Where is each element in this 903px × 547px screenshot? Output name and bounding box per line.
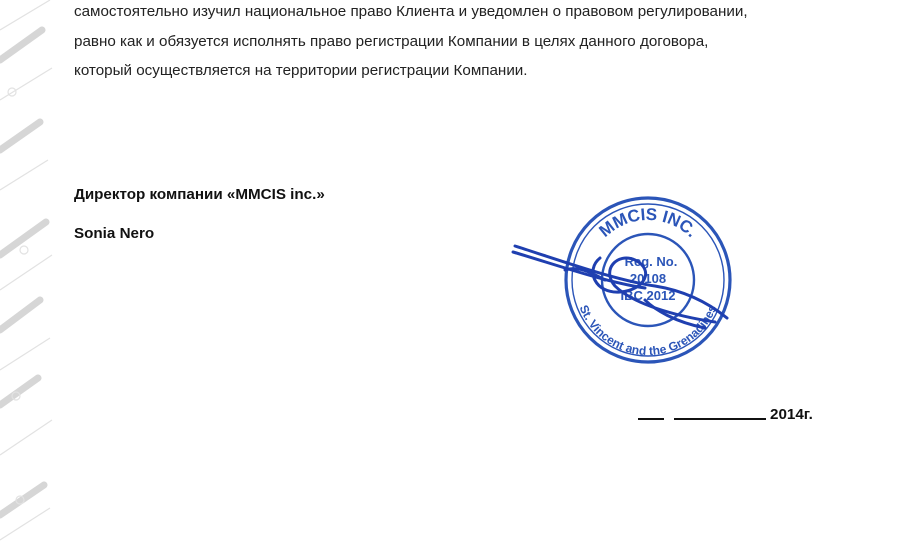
margin-decoration: [0, 0, 60, 547]
stamp-top-text: MMCIS INC.: [595, 204, 702, 241]
handwritten-signature: [505, 230, 735, 340]
stamp-reg-number: 20108: [629, 271, 667, 286]
stamp-bottom-text: St. Vincent and the Grenadines: [576, 302, 720, 359]
stamp-ibc-text: IBC 2012: [620, 288, 676, 303]
date-year: 2014г.: [770, 406, 813, 423]
paragraph-line-3: который осуществляется на территории регистрации Компании.: [74, 62, 528, 79]
date-line: [638, 404, 813, 423]
signatory-name: Sonia Nero: [74, 225, 155, 242]
signatory-title: Директор компании «MMCIS inc.»: [74, 186, 325, 203]
day-blank: [638, 404, 664, 420]
stamp-reg-label: Reg. No.: [624, 254, 678, 269]
month-blank: [674, 404, 766, 420]
paragraph-line-2: равно как и обязуется исполнять право регистрации Компании в целях данного договора,: [74, 33, 709, 50]
paragraph-line-1: самостоятельно изучил национальное право Клиента и уведомлен о правовом регулировании,: [74, 3, 748, 20]
